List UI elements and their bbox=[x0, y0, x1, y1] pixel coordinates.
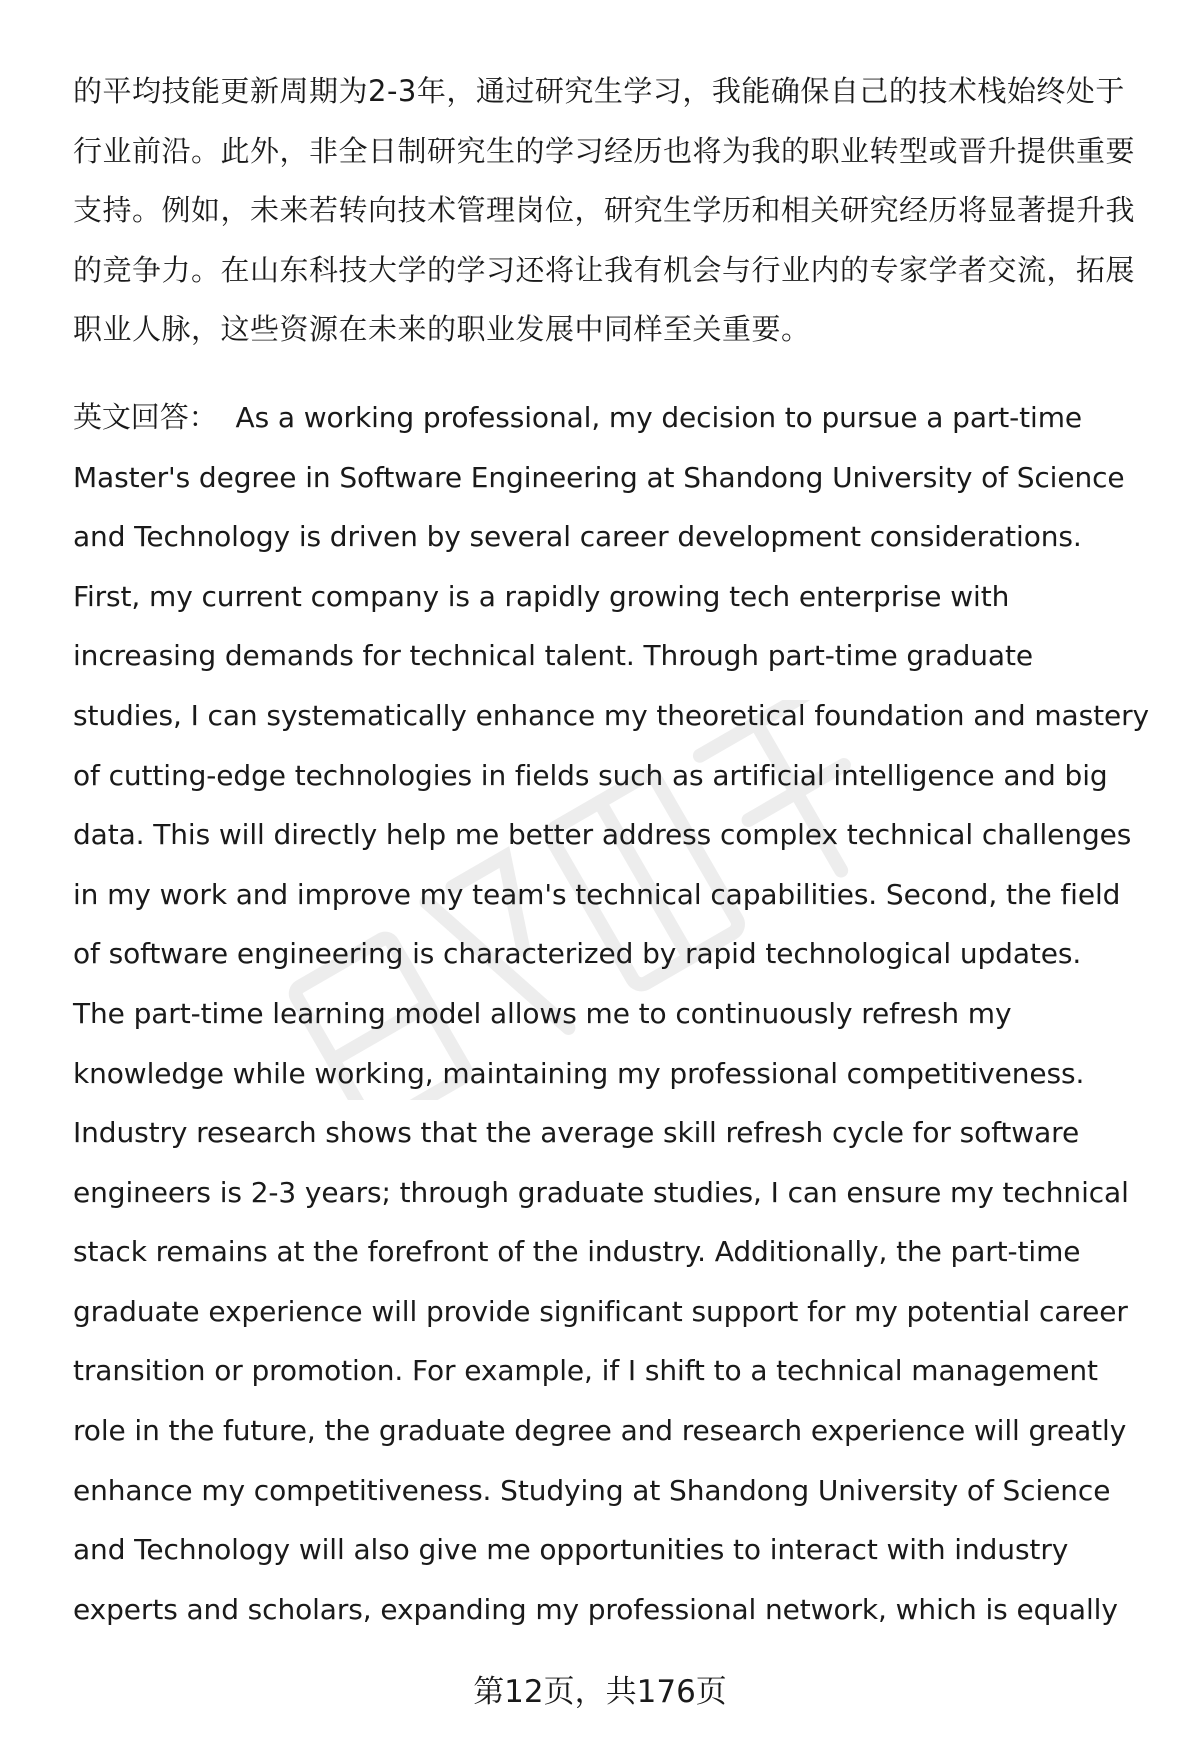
text-line: The part-time learning model allows me to continuously refresh my bbox=[73, 996, 1012, 1030]
text-line: of cutting-edge technologies in fields such as artificial intelligence and big bbox=[73, 758, 1108, 792]
text-line-content: As a working professional, my decision to pursue a part-time bbox=[235, 400, 1083, 434]
text-line: data. This will directly help me better address complex technical challenges bbox=[73, 818, 1132, 852]
text-line: 职业人脉，这些资源在未来的职业发展中同样至关重要。 bbox=[73, 312, 811, 347]
text-line: transition or promotion. For example, if I shift to a technical management bbox=[73, 1354, 1098, 1388]
text-line-first bbox=[73, 388, 1153, 448]
text-line: Master's degree in Software Engineering at Shandong University of Science bbox=[73, 460, 1125, 494]
english-answer-label: 英文回答： bbox=[73, 399, 218, 434]
text-line: First, my current company is a rapidly growing tech enterprise with bbox=[73, 579, 1010, 613]
text-line: graduate experience will provide significant support for my potential career bbox=[73, 1294, 1128, 1328]
text-line: studies, I can systematically enhance my theoretical foundation and mastery bbox=[73, 698, 1149, 732]
text-line: experts and scholars, expanding my professional network, which is equally bbox=[73, 1592, 1118, 1626]
english-paragraph bbox=[73, 388, 1153, 1639]
text-line: in my work and improve my team's technical capabilities. Second, the field bbox=[73, 877, 1121, 911]
text-line: engineers is 2-3 years; through graduate studies, I can ensure my technical bbox=[73, 1175, 1129, 1209]
text-line: and Technology will also give me opportunities to interact with industry bbox=[73, 1533, 1069, 1567]
text-line: increasing demands for technical talent. Through part-time graduate bbox=[73, 639, 1033, 673]
text-line: knowledge while working, maintaining my professional competitiveness. bbox=[73, 1056, 1085, 1090]
text-line: role in the future, the graduate degree and research experience will greatly bbox=[73, 1414, 1127, 1448]
text-line: and Technology is driven by several career development considerations. bbox=[73, 520, 1082, 554]
text-line: Industry research shows that the average skill refresh cycle for software bbox=[73, 1116, 1080, 1150]
text-line: 行业前沿。此外，非全日制研究生的学习经历也将为我的职业转型或晋升提供重要 bbox=[73, 133, 1136, 168]
chinese-paragraph bbox=[73, 62, 1153, 360]
document-body bbox=[73, 62, 1153, 1639]
text-line: stack remains at the forefront of the industry. Additionally, the part-time bbox=[73, 1235, 1081, 1269]
text-line: 的竞争力。在山东科技大学的学习还将让我有机会与行业内的专家学者交流，拓展 bbox=[73, 252, 1136, 287]
page-number: 第12页，共176页 bbox=[473, 1674, 727, 1710]
text-line: of software engineering is characterized by rapid technological updates. bbox=[73, 937, 1082, 971]
text-line: 支持。例如，未来若转向技术管理岗位，研究生学历和相关研究经历将显著提升我 bbox=[73, 193, 1136, 228]
text-line: 的平均技能更新周期为2-3年，通过研究生学习，我能确保自己的技术栈始终处于 bbox=[73, 74, 1125, 108]
text-line: enhance my competitiveness. Studying at Shandong University of Science bbox=[73, 1473, 1111, 1507]
